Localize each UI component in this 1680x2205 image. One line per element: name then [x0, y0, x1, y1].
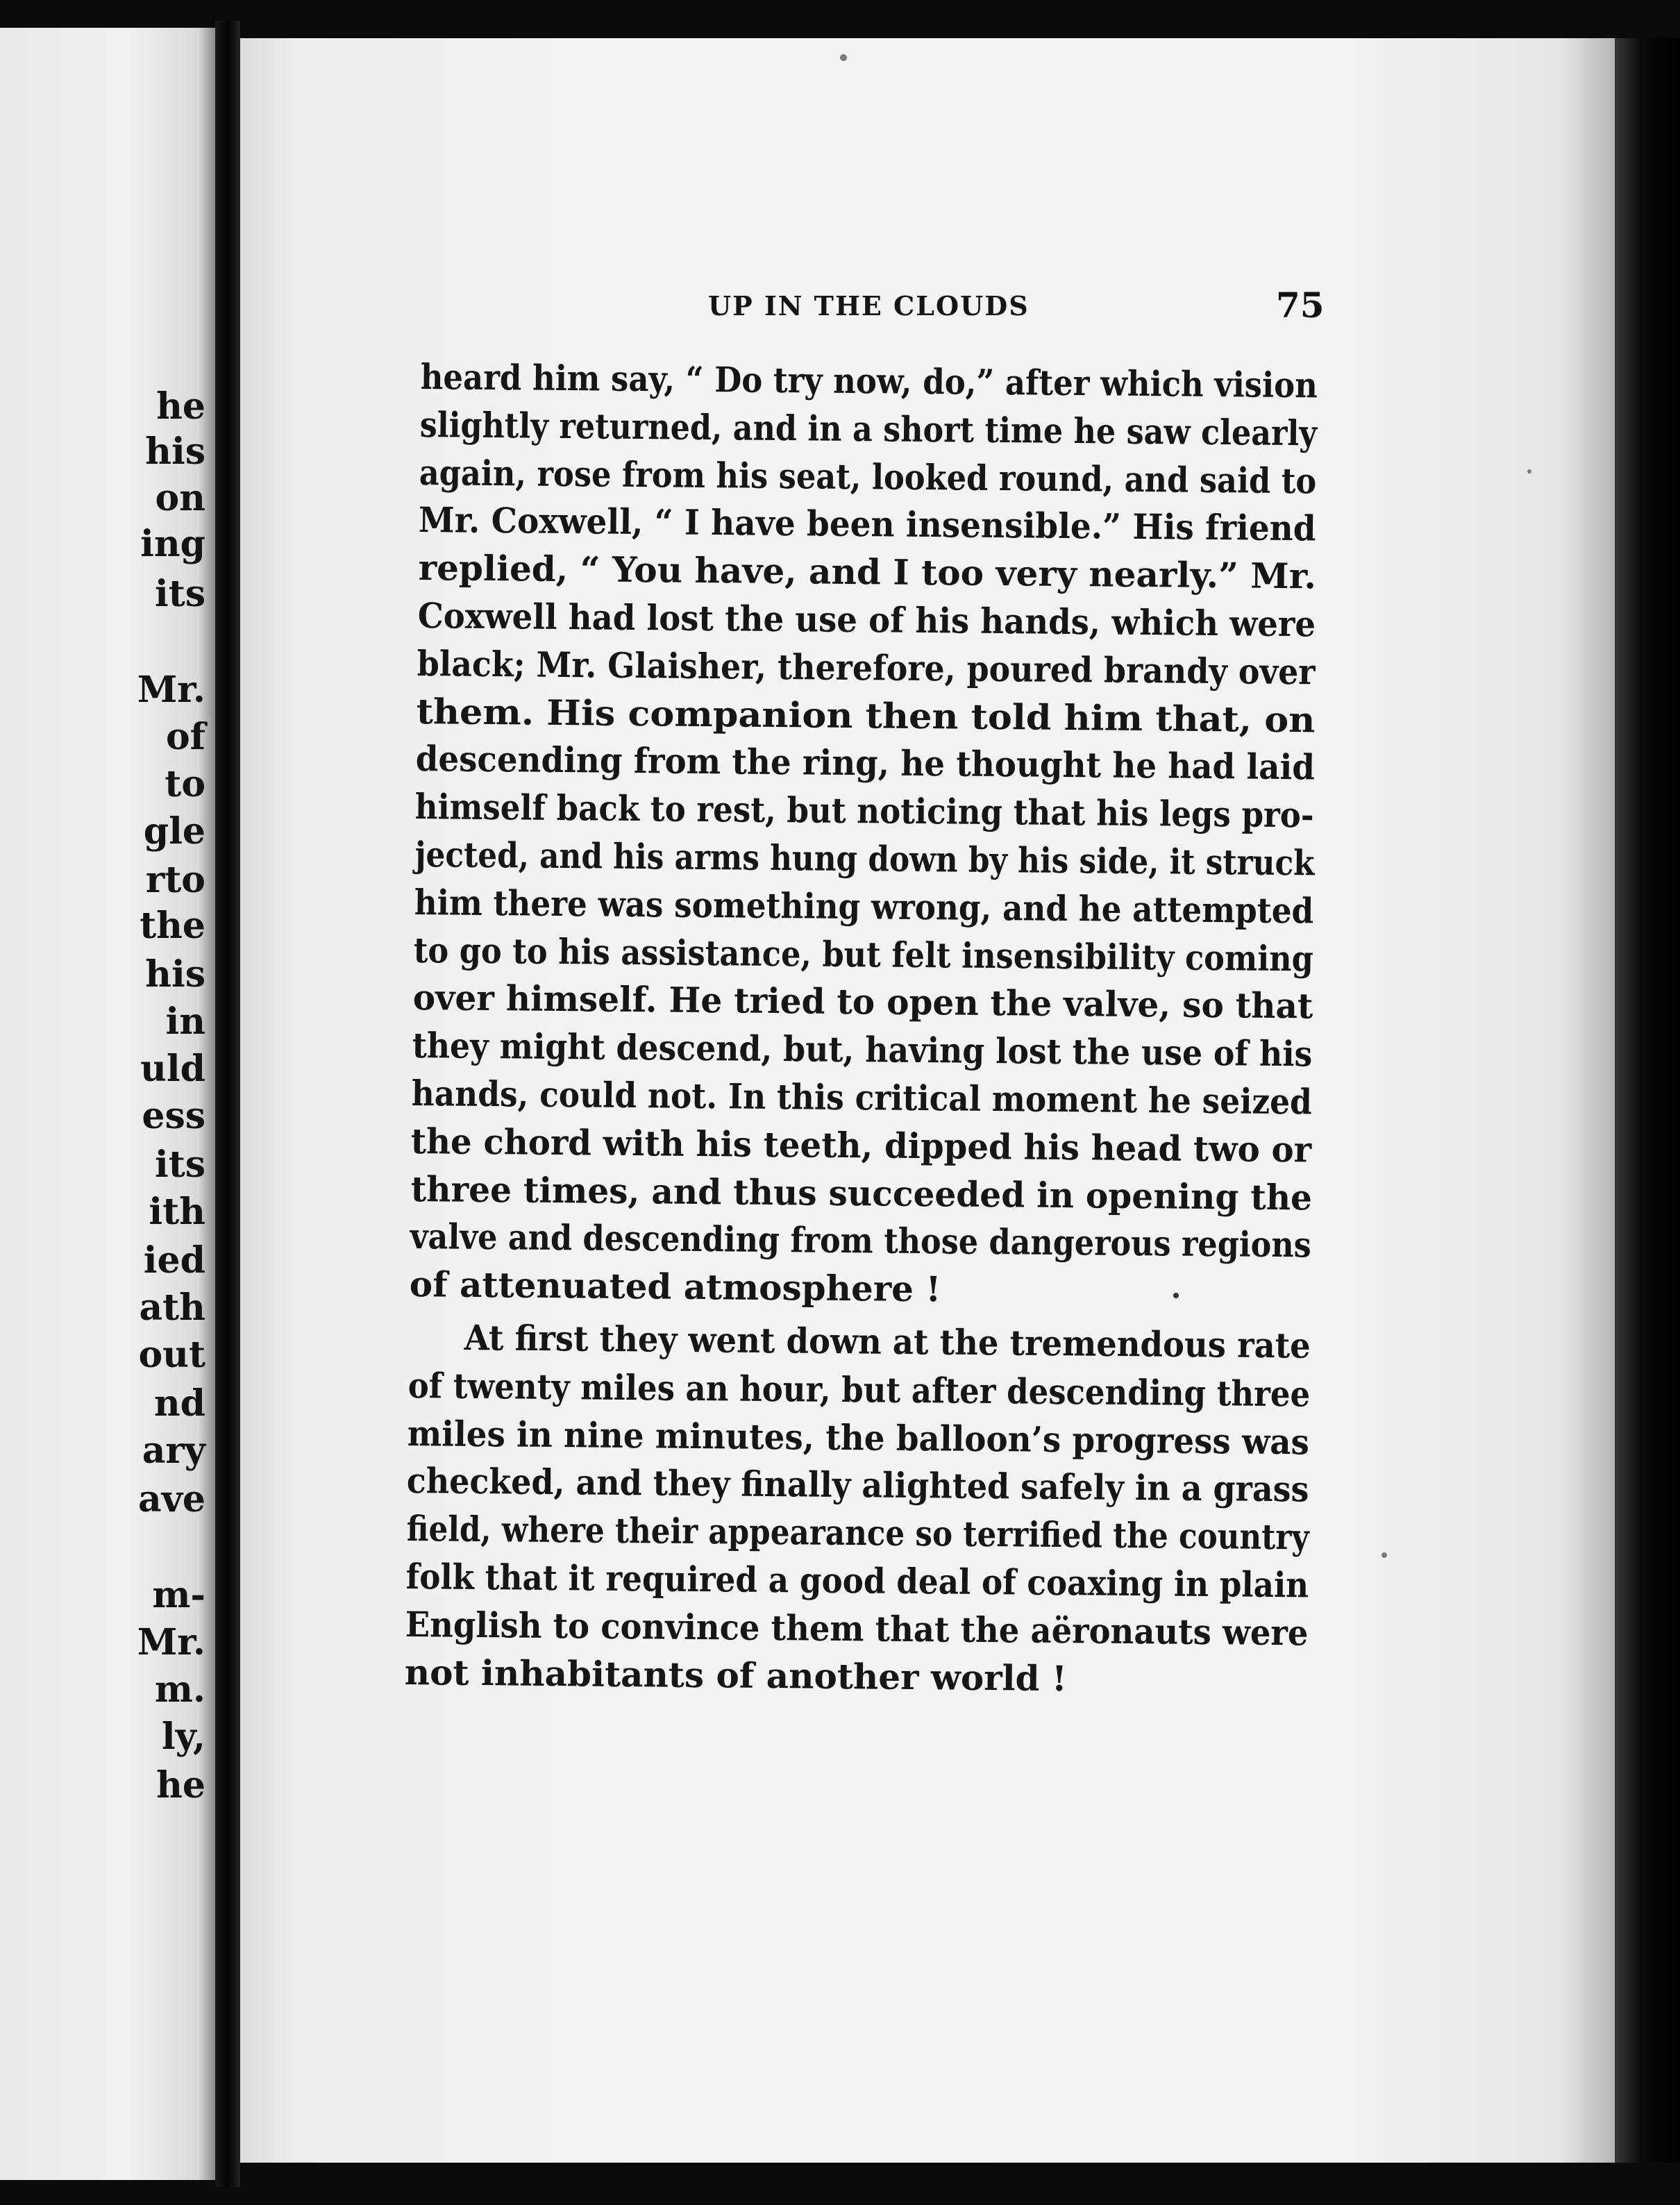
left-page-fragment: rto [145, 859, 205, 901]
left-page-fragment: ith [149, 1191, 205, 1233]
body-line: himself back to rest, but noticing that his legs pro- [414, 786, 1315, 836]
left-page-fragment: ath [139, 1286, 205, 1329]
left-page-fragment: his [145, 953, 205, 996]
body-line: field, where their appearance so terrified the country [406, 1508, 1309, 1558]
left-page-fragment: Mr. [137, 1621, 205, 1663]
left-page-fragment: he [156, 1764, 205, 1806]
left-page-fragment: m. [154, 1668, 205, 1711]
left-page-fragment: ary [142, 1430, 205, 1472]
body-line: over himself. He tried to open the valve, so that [412, 977, 1313, 1027]
body-line: him there was something wrong, and he attempted [414, 881, 1314, 932]
body-line: they might descend, but, having lost the use of his [412, 1025, 1313, 1075]
left-page-fragment: his [145, 430, 205, 473]
paper-speck [840, 54, 847, 61]
left-page-fragment: gle [143, 810, 205, 853]
left-page-fragment: its [154, 1143, 205, 1186]
body-line: of twenty miles an hour, but after descending three [408, 1364, 1311, 1415]
body-line: of attenuated atmosphere ! [409, 1264, 941, 1310]
running-head: UP IN THE CLOUDS [708, 290, 1030, 321]
body-line: folk that it required a good deal of coaxing in plain [405, 1556, 1309, 1606]
body-line: heard him say, “ Do try now, do,” after which vision [420, 356, 1318, 406]
body-line: checked, and they finally alighted safely in a grass [406, 1460, 1310, 1510]
left-page-fragment: on [155, 477, 205, 519]
body-line: hands, could not. In this critical moment he seized [411, 1073, 1313, 1123]
body-line: replied, “ You have, and I too very nearly.” Mr. [418, 547, 1316, 597]
left-page-fragment: nd [153, 1382, 205, 1425]
body-line: valve and descending from those dangerous regions [410, 1216, 1311, 1266]
left-page-fragment: ing [140, 523, 205, 565]
left-page-fragment: Mr. [137, 669, 205, 711]
body-line: jected, and his arms hung down by his side, it struck [414, 834, 1315, 884]
page-number: 75 [1276, 285, 1325, 326]
left-page-partial [0, 28, 215, 2180]
body-line: three times, and thus succeeded in opening the [410, 1168, 1312, 1218]
paper-speck [1381, 1552, 1387, 1558]
left-page-fragment: of [165, 716, 205, 758]
paper-speck [1173, 1293, 1179, 1298]
body-line: At first they went down at the tremendous rate [464, 1317, 1311, 1366]
body-line: slightly returned, and in a short time he saw clearly [419, 403, 1318, 454]
body-line: not inhabitants of another world ! [404, 1651, 1068, 1699]
body-line: descending from the ring, he thought he had laid [415, 738, 1316, 788]
right-page-edge [1615, 38, 1680, 2163]
body-line: to go to his assistance, but felt insensibility coming [413, 929, 1313, 980]
left-page-fragment: in [165, 1000, 205, 1043]
left-page-fragment: m- [152, 1574, 205, 1616]
left-page-fragment: ave [138, 1478, 205, 1520]
left-page-fragment: he [156, 385, 205, 428]
body-line: the chord with his teeth, dipped his head two or [410, 1120, 1312, 1171]
left-page-fragment: to [165, 763, 205, 805]
body-line: again, rose from his seat, looked round, and said to [419, 451, 1317, 501]
left-page-fragment: ess [142, 1095, 205, 1137]
left-page-fragment: ied [143, 1239, 205, 1282]
left-page-fragment: out [138, 1334, 205, 1376]
body-line: them. His companion then told him that, on [416, 690, 1316, 741]
body-line: Mr. Coxwell, “ I have been insensible.” His friend [418, 499, 1317, 549]
paper-speck [1527, 469, 1531, 473]
body-line: miles in nine minutes, the balloon’s progress was [407, 1412, 1310, 1463]
left-page-fragment: ly, [161, 1716, 205, 1758]
body-line: Coxwell had lost the use of his hands, which were [417, 595, 1316, 645]
left-page-fragment: the [140, 905, 205, 947]
book-gutter [215, 21, 240, 2187]
left-page-fragment: uld [140, 1048, 205, 1090]
body-line: black; Mr. Glaisher, therefore, poured brandy over [417, 642, 1316, 693]
body-line: English to convince them that the aëronauts were [405, 1603, 1309, 1654]
left-page-fragment: its [154, 573, 205, 615]
